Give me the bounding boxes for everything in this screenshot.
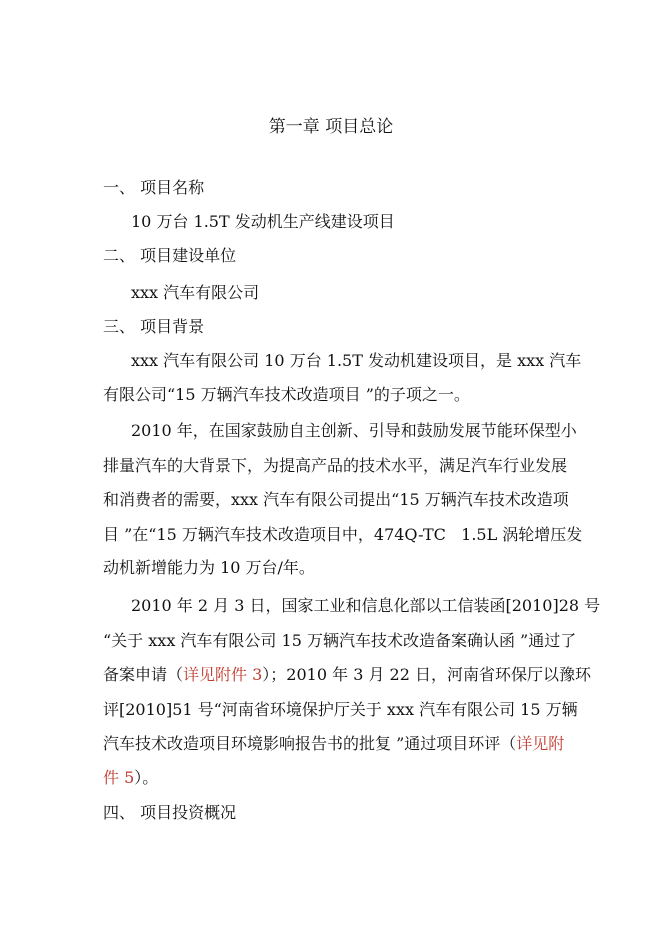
background-p3-line2: “关于 xxx 汽车有限公司 15 万辆汽车技术改造备案确认函 ”通过了 xyxy=(103,631,577,650)
line5-text-a: 汽车技术改造项目环境影响报告书的批复 ”通过项目环评（ xyxy=(103,734,517,753)
section-heading-background: 三、 项目背景 xyxy=(103,317,205,336)
section-heading-construction-unit: 二、 项目建设单位 xyxy=(103,246,237,265)
background-p1-line1: xxx 汽车有限公司 10 万台 1.5T 发动机建设项目，是 xxx 汽车 xyxy=(131,351,582,370)
attachment-5-reference-part2: 件 5 xyxy=(103,768,135,787)
attachment-5-reference-part1: 详见附 xyxy=(516,734,565,753)
chapter-title: 第一章 项目总论 xyxy=(268,117,394,137)
line6-text-b: ）。 xyxy=(134,768,159,787)
background-p3-line4: 评[2010]51 号“河南省环境保护厅关于 xxx 汽车有限公司 15 万辆 xyxy=(103,700,578,719)
background-p2-line1: 2010 年，在国家鼓励自主创新、引导和鼓励发展节能环保型小 xyxy=(131,421,577,440)
line3-text-b: ）；2010 年 3 月 22 日，河南省环保厅以豫环 xyxy=(262,665,591,684)
background-p3-line5 xyxy=(103,733,564,755)
background-p2-line5: 动机新增能力为 10 万台/年。 xyxy=(103,558,315,577)
background-p2-line2: 排量汽车的大背景下，为提高产品的技术水平，满足汽车行业发展 xyxy=(103,456,568,475)
line3-text-a: 备案申请（ xyxy=(103,665,184,684)
background-p1-line2: 有限公司“15 万辆汽车技术改造项目 ”的子项之一。 xyxy=(103,385,470,404)
project-name-text: 10 万台 1.5T 发动机生产线建设项目 xyxy=(131,212,395,231)
section-heading-project-name: 一、 项目名称 xyxy=(103,178,205,197)
construction-unit-text: xxx 汽车有限公司 xyxy=(131,283,260,302)
background-p2-line3: 和消费者的需要，xxx 汽车有限公司提出“15 万辆汽车技术改造项 xyxy=(103,490,569,509)
background-p3-line6 xyxy=(103,767,158,789)
background-p2-line4: 目 ”在“15 万辆汽车技术改造项目中，474Q-TC 1.5L 涡轮增压发 xyxy=(103,525,583,544)
background-p3-line1: 2010 年 2 月 3 日，国家工业和信息化部以工信装函[2010]28 号 xyxy=(131,596,601,615)
section-heading-investment: 四、 项目投资概况 xyxy=(103,803,237,822)
background-p3-line3 xyxy=(103,664,591,686)
attachment-3-reference: 详见附件 3 xyxy=(183,665,263,684)
